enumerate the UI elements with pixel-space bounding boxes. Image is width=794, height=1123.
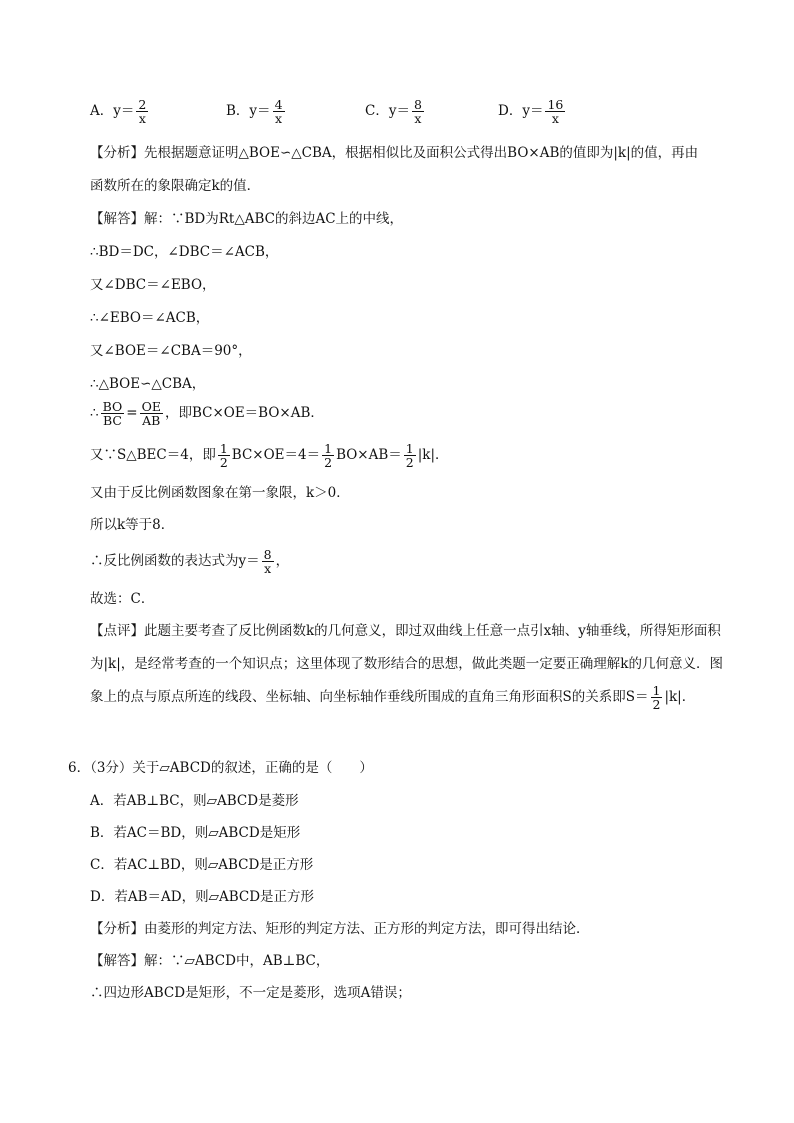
- solution-line-10: 所以k等于8．: [90, 517, 175, 533]
- solution-text: BC×OE＝4＝: [231, 447, 321, 463]
- question-6-option-c: C．若AC⊥BD，则▱ABCD是正方形: [90, 857, 314, 873]
- option-d-fraction: [545, 98, 565, 125]
- option-d: [498, 98, 567, 125]
- solution-text: ∴反比例函数的表达式为y＝: [90, 553, 260, 569]
- solution-line-7: [90, 400, 324, 427]
- solution-text: 又∵S△BEC＝4，即: [90, 447, 216, 463]
- comment-text: 此题主要考查了反比例函数k的几何意义，即过双曲线上任意一点引x轴、y轴垂线，所得矩形面积为|k|，是经常考查的一个知识点；这里体现了数形结合的思想，做此类题一定要正确理解k的几何意义．图象上的点与原点所连的线段、坐标轴、向坐标轴作垂线所围成的直角三角形面积S的关系即S＝: [90, 623, 723, 705]
- fraction-numerator: BO: [102, 399, 123, 414]
- fraction-half: [404, 442, 416, 469]
- solution-text: BO×AB＝: [336, 447, 402, 463]
- option-b: [226, 98, 287, 125]
- fraction-numerator: 16: [547, 97, 564, 112]
- analysis-text: 由菱形的判定方法、矩形的判定方法、正方形的判定方法，即可得出结论．: [144, 921, 590, 937]
- therefore-symbol: ∴: [90, 405, 99, 421]
- analysis-line-1: [90, 143, 698, 163]
- solution-tag: 【解答】: [90, 953, 144, 969]
- solution-line-8: [90, 442, 449, 469]
- fraction-half: [218, 442, 230, 469]
- solution-line-12: 故选：C．: [90, 591, 155, 607]
- option-b-fraction: [273, 98, 285, 125]
- equals-sign: =: [126, 405, 138, 421]
- fraction-bo-bc: [101, 400, 125, 427]
- comment-text-end: |k|．: [664, 689, 696, 705]
- solution-line-4: ∴∠EBO＝∠ACB，: [90, 310, 210, 326]
- fraction-numerator: 4: [274, 97, 283, 112]
- fraction-half: [651, 684, 663, 711]
- fraction-numerator: 1: [219, 441, 228, 456]
- solution-6-line-2: ∴四边形ABCD是矩形，不一定是菱形，选项A错误；: [90, 985, 411, 1001]
- question-6-option-b: B．若AC＝BD，则▱ABCD是矩形: [90, 825, 301, 841]
- option-b-label: B．y＝: [226, 103, 271, 119]
- fraction-denominator: x: [138, 111, 146, 126]
- fraction-numerator: 1: [652, 683, 661, 698]
- fraction-numerator: 1: [324, 441, 333, 456]
- fraction-denominator: 2: [219, 455, 228, 470]
- analysis-6: [90, 919, 590, 939]
- solution-line-2: ∴BD＝DC，∠DBC＝∠ACB，: [90, 244, 279, 260]
- comment-tag: 【点评】: [90, 623, 144, 639]
- solution-line-1: [90, 209, 403, 229]
- question-6-option-d: D．若AB＝AD，则▱ABCD是正方形: [90, 889, 315, 905]
- solution-line-6: ∴△BOE∽△CBA，: [90, 376, 206, 392]
- fraction-denominator: AB: [142, 413, 161, 428]
- solution-6-line-1: [90, 951, 329, 971]
- fraction-denominator: x: [275, 111, 283, 126]
- fraction-numerator: OE: [141, 399, 161, 414]
- analysis-tag: 【分析】: [90, 921, 144, 937]
- fraction-denominator: 2: [652, 697, 661, 712]
- solution-text: 解：∵BD为Rt△ABC的斜边AC上的中线，: [144, 211, 404, 227]
- solution-text: 解：∵▱ABCD中，AB⊥BC，: [144, 953, 330, 969]
- fraction-numerator: 8: [263, 547, 272, 562]
- solution-line-11: [90, 548, 289, 575]
- option-c: [365, 98, 426, 125]
- analysis-tag: 【分析】: [90, 145, 144, 161]
- fraction-oe-ab: [140, 400, 163, 427]
- solution-line-3: 又∠DBC＝∠EBO，: [90, 277, 216, 293]
- fraction-denominator: BC: [102, 413, 122, 428]
- option-a-label: A．y＝: [90, 103, 135, 119]
- fraction-half: [322, 442, 334, 469]
- solution-tag: 【解答】: [90, 211, 144, 227]
- fraction-denominator: 2: [324, 455, 333, 470]
- fraction-numerator: 8: [413, 97, 422, 112]
- solution-text: ，: [275, 553, 290, 569]
- option-c-fraction: [412, 98, 424, 125]
- fraction-8-x: [262, 548, 274, 575]
- fraction-numerator: 2: [138, 97, 147, 112]
- solution-text: ，即BC×OE＝BO×AB．: [164, 405, 324, 421]
- option-a-fraction: [136, 98, 148, 125]
- fraction-denominator: x: [414, 111, 422, 126]
- option-c-label: C．y＝: [365, 103, 410, 119]
- fraction-denominator: x: [551, 111, 559, 126]
- question-6-option-a: A．若AB⊥BC，则▱ABCD是菱形: [90, 793, 299, 809]
- fraction-denominator: 2: [405, 455, 414, 470]
- solution-line-5: 又∠BOE＝∠CBA＝90°，: [90, 343, 252, 359]
- fraction-denominator: x: [264, 561, 272, 576]
- analysis-text-2: 函数所在的象限确定k的值．: [90, 178, 261, 194]
- fraction-numerator: 1: [405, 441, 414, 456]
- solution-text: |k|．: [417, 447, 449, 463]
- option-d-label: D．y＝: [498, 103, 544, 119]
- analysis-line-2: [90, 176, 260, 196]
- question-6-stem: 6．（3分）关于▱ABCD的叙述，正确的是（ ）: [68, 760, 373, 776]
- option-a: [90, 98, 150, 125]
- comment-paragraph: [90, 615, 730, 714]
- solution-line-9: 又由于反比例函数图象在第一象限，k＞0．: [90, 485, 350, 501]
- analysis-text: 先根据题意证明△BOE∽△CBA，根据相似比及面积公式得出BO×AB的值即为|k|的值，再由: [144, 145, 699, 161]
